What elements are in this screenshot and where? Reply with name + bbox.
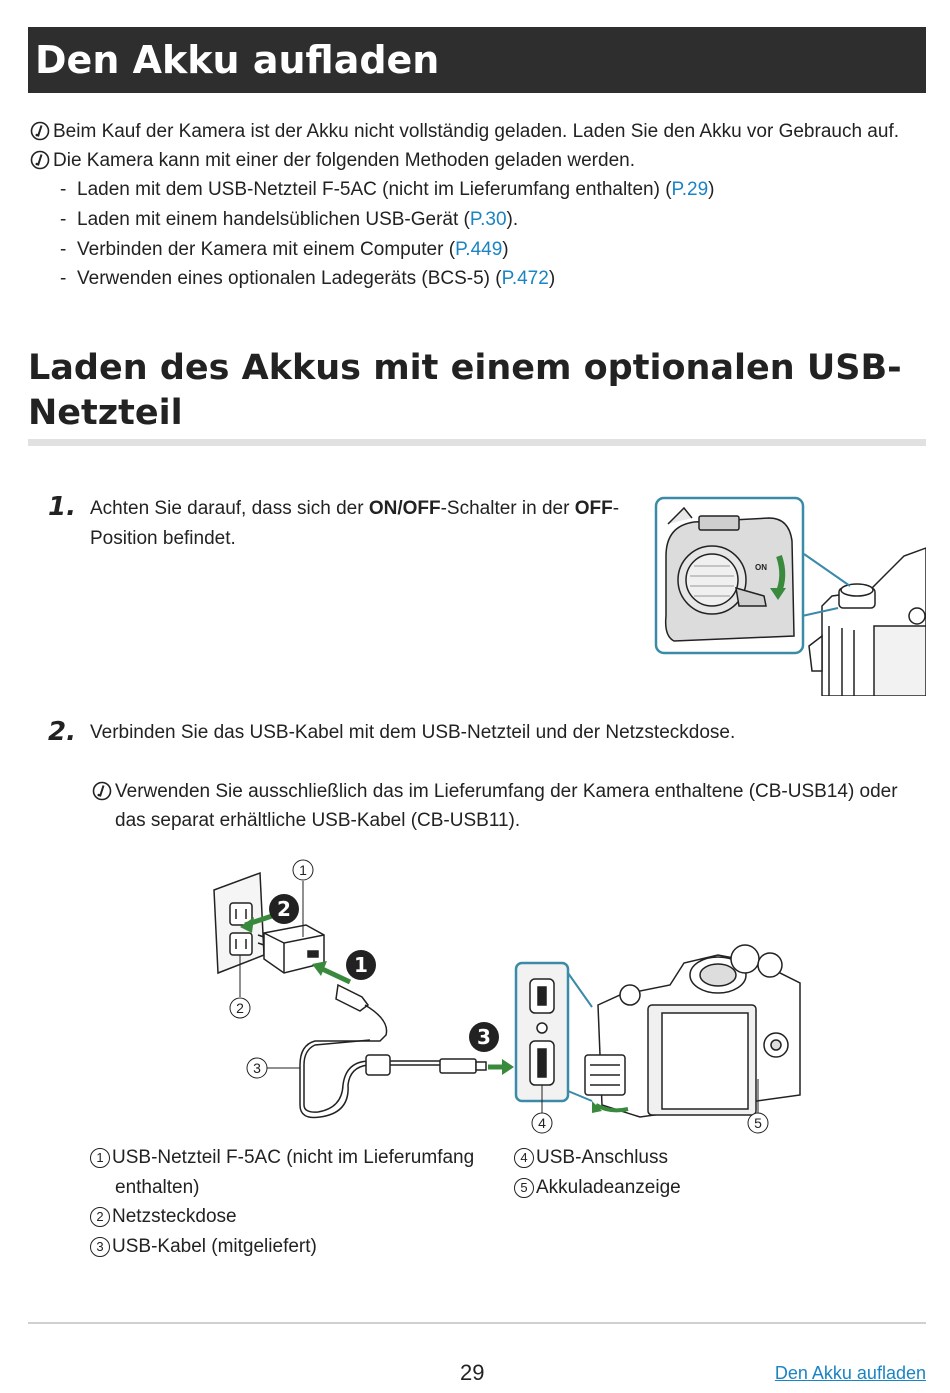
- page-number: 29: [460, 1360, 485, 1385]
- page-reference-link[interactable]: P.449: [455, 239, 503, 260]
- note-battery-charge: [30, 120, 899, 144]
- svg-text:5: 5: [754, 1115, 762, 1131]
- step-1-text: Achten Sie darauf, dass sich der ON/OFF-Schalter in der OFF- Position befindet.: [90, 498, 620, 549]
- page-reference-link[interactable]: P.29: [671, 179, 709, 200]
- step-2-text: Verbinden Sie das USB-Kabel mit dem USB-Netzteil und der Netzsteckdose.: [90, 722, 736, 743]
- page-reference-link[interactable]: P.472: [501, 268, 549, 289]
- note-charge-methods: [30, 149, 635, 173]
- svg-text:4: 4: [538, 1115, 546, 1131]
- caution-icon: [30, 121, 50, 141]
- svg-text:3: 3: [477, 1025, 491, 1049]
- svg-text:1: 1: [354, 953, 368, 977]
- legend-item: 3 USB-Kabel (mitgeliefert): [90, 1232, 317, 1262]
- usb-charging-diagram: [200, 855, 810, 1140]
- svg-text:1: 1: [299, 862, 307, 878]
- footer-section-link[interactable]: Den Akku aufladen: [774, 1363, 926, 1383]
- svg-text:3: 3: [253, 1060, 261, 1076]
- footer-divider: [28, 1322, 926, 1324]
- page-title: Den Akku aufladen: [35, 38, 440, 82]
- method-item: - Verwenden eines optionalen Ladegeräts (BCS-5) (P.472): [60, 268, 556, 289]
- page-reference-link[interactable]: P.30: [469, 209, 507, 230]
- method-item: - Verbinden der Kamera mit einem Computer (P.449): [60, 239, 509, 260]
- method-item: - Laden mit dem USB-Netzteil F-5AC (nicht im Lieferumfang enthalten) (P.29): [60, 179, 715, 200]
- switch-closeup: [666, 508, 794, 641]
- section-divider: [28, 439, 926, 446]
- legend-item: 1 USB-Netzteil F-5AC (nicht im Lieferumfang enthalten): [90, 1143, 474, 1203]
- page-title-bar: [28, 27, 926, 93]
- svg-text:2: 2: [277, 897, 291, 921]
- note-text: Die Kamera kann mit einer der folgenden Methoden geladen werden.: [53, 150, 635, 171]
- caution-icon: [30, 150, 50, 170]
- note-usb-cable: Verwenden Sie ausschließlich das im Lieferumfang der Kamera enthaltene (CB-USB14) oder das separat erhältliche USB-Kabel (CB-USB11).: [92, 777, 898, 835]
- step-number: 2.: [48, 717, 76, 747]
- section-heading: Laden des Akkus mit einem optionalen USB- Netzteil: [28, 348, 902, 433]
- caution-icon: [92, 781, 112, 801]
- svg-text:2: 2: [236, 1000, 244, 1016]
- usb-cable-illustration: [300, 985, 486, 1118]
- note-text: Beim Kauf der Kamera ist der Akku nicht vollständig geladen. Laden Sie den Akku vor Gebrauch auf.: [53, 121, 900, 142]
- camera-illustration: [585, 945, 800, 1117]
- step-number: 1.: [48, 492, 76, 522]
- on-label: ON: [755, 563, 767, 572]
- legend-item: 5 Akkuladeanzeige: [514, 1173, 681, 1203]
- method-item: - Laden mit einem handelsüblichen USB-Gerät (P.30).: [60, 209, 519, 230]
- camera-switch-figure: [654, 496, 926, 696]
- legend-item: 2 Netzsteckdose: [90, 1202, 237, 1232]
- legend-item: 4 USB-Anschluss: [514, 1143, 668, 1173]
